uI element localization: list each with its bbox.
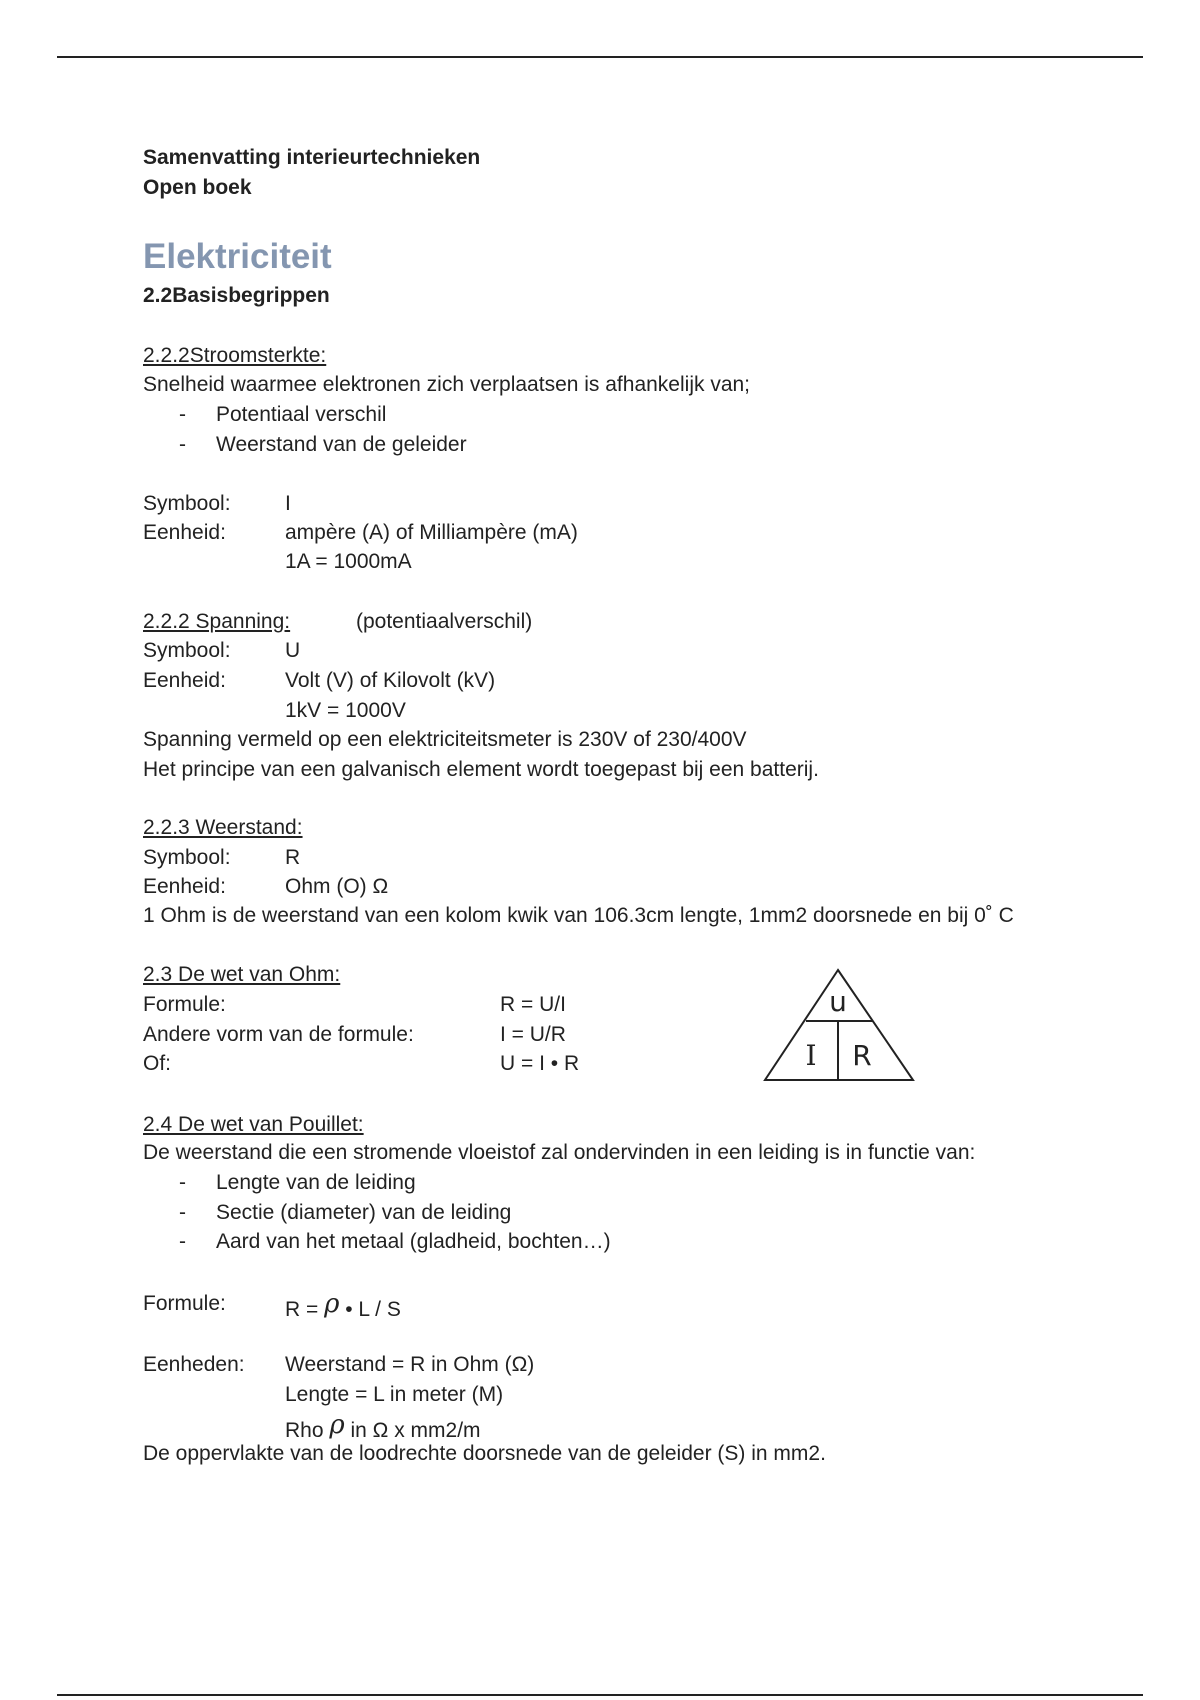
stroom-title: 2.2.2Stroomsterkte: bbox=[143, 344, 327, 367]
ohm-formula-value: I = U/R bbox=[500, 1023, 566, 1046]
ohm-formula-row bbox=[143, 1022, 743, 1048]
spanning-eenheid-row bbox=[143, 668, 843, 694]
bullet-dash: - bbox=[179, 1171, 186, 1194]
stroom-eenheid-row bbox=[143, 520, 843, 546]
bullet-dash: - bbox=[179, 1230, 186, 1253]
eenheid-label: Eenheid: bbox=[143, 669, 226, 692]
eenheid-weerstand: Weerstand = R in Ohm (Ω) bbox=[285, 1353, 535, 1376]
eenheid-label: Eenheid: bbox=[143, 521, 226, 544]
ohm-title: 2.3 De wet van Ohm: bbox=[143, 963, 341, 986]
eenheid-rho bbox=[285, 1412, 481, 1444]
eenheid-label: Eenheid: bbox=[143, 875, 226, 898]
ohm-triangle-diagram bbox=[763, 966, 917, 1084]
list-item-text: Weerstand van de geleider bbox=[216, 433, 467, 456]
pouillet-formula bbox=[285, 1291, 401, 1323]
eenheid-rho-pre: Rho bbox=[285, 1419, 330, 1442]
triangle-label-i: I bbox=[805, 1039, 817, 1072]
ohm-formula-value: R = U/I bbox=[500, 993, 566, 1016]
list-item-text: Lengte van de leiding bbox=[216, 1171, 416, 1194]
weerstand-symbool-row bbox=[143, 845, 843, 871]
spanning-text-1: Spanning vermeld op een elektriciteitsmeter is 230V of 230/400V bbox=[143, 728, 747, 751]
rho-symbol: ρ bbox=[324, 1289, 340, 1319]
document-subtitle: Open boek bbox=[143, 176, 252, 199]
stroom-symbool-row bbox=[143, 491, 843, 517]
spanning-text-2: Het principe van een galvanisch element wordt toegepast bij een batterij. bbox=[143, 758, 819, 781]
bullet-dash: - bbox=[179, 1201, 186, 1224]
eenheid-rho-post: in Ω x mm2/m bbox=[344, 1419, 481, 1442]
bullet-dash: - bbox=[179, 433, 186, 456]
formule-label: Formule: bbox=[143, 1292, 226, 1315]
bottom-rule bbox=[57, 1694, 1143, 1696]
symbool-value: U bbox=[285, 639, 301, 662]
ohm-formula-label: Andere vorm van de formule: bbox=[143, 1023, 414, 1046]
triangle-label-r: R bbox=[852, 1039, 872, 1072]
pouillet-title: 2.4 De wet van Pouillet: bbox=[143, 1113, 364, 1136]
formula-post: • L / S bbox=[339, 1298, 401, 1321]
spanning-note: (potentiaalverschil) bbox=[356, 610, 533, 633]
ohm-formula-value: U = I • R bbox=[500, 1052, 580, 1075]
weerstand-text: 1 Ohm is de weerstand van een kolom kwik van 106.3cm lengte, 1mm2 doorsnede en bij 0˚ C bbox=[143, 904, 1014, 927]
pouillet-formula-row bbox=[143, 1289, 843, 1321]
ohm-formula-label: Formule: bbox=[143, 993, 226, 1016]
top-rule bbox=[57, 56, 1143, 58]
spanning-title-row bbox=[143, 609, 843, 635]
stroom-intro: Snelheid waarmee elektronen zich verplaatsen is afhankelijk van; bbox=[143, 373, 751, 396]
bullet-dash: - bbox=[179, 403, 186, 426]
stroom-conversion: 1A = 1000mA bbox=[285, 550, 412, 573]
symbool-label: Symbool: bbox=[143, 639, 231, 662]
spanning-symbool-row bbox=[143, 638, 843, 664]
pouillet-intro: De weerstand die een stromende vloeistof zal ondervinden in een leiding is in functie van: bbox=[143, 1141, 976, 1164]
eenheid-value: ampère (A) of Milliampère (mA) bbox=[285, 521, 578, 544]
symbool-value: R bbox=[285, 846, 301, 869]
document-title: Samenvatting interieurtechnieken bbox=[143, 146, 481, 169]
weerstand-title: 2.2.3 Weerstand: bbox=[143, 816, 303, 839]
weerstand-eenheid-row bbox=[143, 874, 843, 900]
list-item-text: Potentiaal verschil bbox=[216, 403, 387, 426]
symbool-label: Symbool: bbox=[143, 492, 231, 515]
list-item-text: Sectie (diameter) van de leiding bbox=[216, 1201, 512, 1224]
symbool-value: I bbox=[285, 492, 291, 515]
eenheid-value: Ohm (O) Ω bbox=[285, 875, 389, 898]
eenheden-label: Eenheden: bbox=[143, 1353, 245, 1376]
spanning-title: 2.2.2 Spanning: bbox=[143, 610, 291, 633]
pouillet-text: De oppervlakte van de loodrechte doorsnede van de geleider (S) in mm2. bbox=[143, 1442, 826, 1465]
eenheid-value: Volt (V) of Kilovolt (kV) bbox=[285, 669, 496, 692]
triangle-label-u: u bbox=[829, 985, 847, 1018]
ohm-formula-row bbox=[143, 1051, 743, 1077]
rho-symbol: ρ bbox=[329, 1410, 345, 1440]
page-heading: Elektriciteit bbox=[143, 237, 332, 276]
eenheden-row bbox=[143, 1352, 843, 1378]
list-item-text: Aard van het metaal (gladheid, bochten…) bbox=[216, 1230, 611, 1253]
formula-pre: R = bbox=[285, 1298, 325, 1321]
ohm-formula-label: Of: bbox=[143, 1052, 172, 1075]
section-title: 2.2Basisbegrippen bbox=[143, 284, 330, 307]
spanning-conversion: 1kV = 1000V bbox=[285, 699, 406, 722]
symbool-label: Symbool: bbox=[143, 846, 231, 869]
eenheid-lengte: Lengte = L in meter (M) bbox=[285, 1383, 504, 1406]
ohm-formula-row bbox=[143, 992, 743, 1018]
